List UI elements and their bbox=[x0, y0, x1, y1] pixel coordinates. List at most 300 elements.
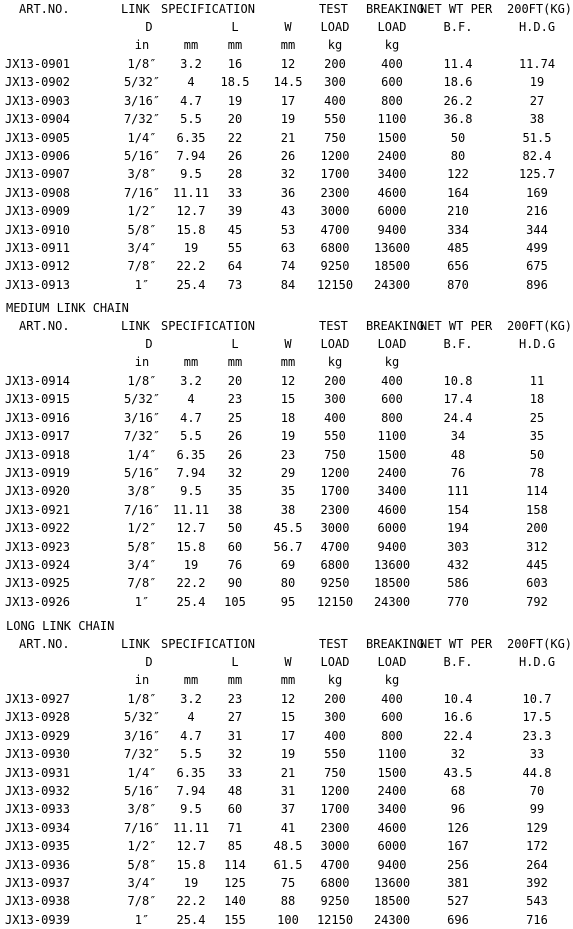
header-link: LINK bbox=[121, 637, 150, 651]
spec-l: 33 bbox=[227, 765, 243, 780]
link-size: 1/8″ bbox=[127, 692, 157, 706]
net-wt-bf: 10.8 bbox=[443, 374, 473, 388]
unit-kg1: kg bbox=[327, 38, 343, 52]
test-load: 400 bbox=[324, 410, 346, 425]
spec-l: 16 bbox=[227, 57, 243, 71]
header-netwt: NET WT PER bbox=[420, 319, 493, 333]
table-row bbox=[0, 556, 573, 574]
link-size: 3/4″ bbox=[127, 876, 157, 890]
header-per200: 200FT(KG) bbox=[507, 637, 573, 651]
net-wt-hdg: 25 bbox=[529, 410, 545, 425]
spec-d: 11.11 bbox=[172, 502, 210, 517]
header-breaking: BREAKING bbox=[366, 319, 424, 333]
net-wt-hdg: 344 bbox=[526, 222, 548, 237]
table-row bbox=[0, 165, 573, 183]
spec-d: 3.2 bbox=[180, 374, 202, 388]
header-test: TEST bbox=[319, 2, 348, 16]
breaking-load: 2400 bbox=[377, 149, 407, 163]
breaking-load: 600 bbox=[381, 392, 403, 407]
breaking-load: 9400 bbox=[377, 539, 407, 554]
unit-d: in bbox=[134, 355, 150, 369]
art-no: JX13-0912 bbox=[5, 259, 71, 274]
test-load: 1700 bbox=[320, 484, 350, 499]
spec-l: 45 bbox=[227, 222, 243, 237]
breaking-load: 600 bbox=[381, 75, 403, 90]
breaking-load: 1500 bbox=[377, 130, 407, 145]
spec-l: 90 bbox=[227, 576, 243, 591]
link-size: 5/16″ bbox=[123, 149, 161, 163]
link-size: 3/8″ bbox=[127, 802, 157, 817]
spec-l: 38 bbox=[227, 502, 243, 517]
spec-d: 5.5 bbox=[180, 747, 202, 762]
table-row bbox=[0, 202, 573, 220]
net-wt-bf: 126 bbox=[447, 820, 469, 835]
spec-d: 19 bbox=[183, 241, 199, 255]
spec-d: 7.94 bbox=[176, 149, 206, 163]
header-row-2 bbox=[0, 653, 573, 671]
spec-w: 69 bbox=[280, 558, 296, 572]
header-link: LINK bbox=[121, 2, 150, 16]
header-breaking: LOAD bbox=[377, 337, 407, 351]
net-wt-hdg: 11 bbox=[529, 374, 545, 388]
breaking-load: 800 bbox=[381, 728, 403, 743]
spec-d: 6.35 bbox=[176, 765, 206, 780]
spec-w: 31 bbox=[280, 784, 296, 798]
net-wt-hdg: 499 bbox=[526, 241, 548, 255]
art-no: JX13-0923 bbox=[5, 539, 71, 554]
table-row bbox=[0, 257, 573, 275]
spec-d: 25.4 bbox=[176, 594, 206, 609]
net-wt-hdg: 392 bbox=[526, 876, 548, 890]
art-no: JX13-0909 bbox=[5, 204, 71, 219]
spec-l: 76 bbox=[227, 558, 243, 572]
spec-w: 88 bbox=[280, 894, 296, 909]
breaking-load: 1100 bbox=[377, 747, 407, 762]
chain-section bbox=[0, 299, 573, 609]
spec-d: 11.11 bbox=[172, 185, 210, 200]
test-load: 550 bbox=[324, 747, 346, 762]
link-size: 1/4″ bbox=[127, 765, 157, 780]
spec-d: 9.5 bbox=[180, 802, 202, 817]
spec-l: 19 bbox=[227, 93, 243, 108]
table-row bbox=[0, 911, 573, 929]
test-load: 6800 bbox=[320, 241, 350, 255]
art-no: JX13-0910 bbox=[5, 222, 71, 237]
spec-l: 60 bbox=[227, 802, 243, 817]
net-wt-bf: 527 bbox=[447, 894, 469, 909]
spec-l: 85 bbox=[227, 839, 243, 854]
spec-w: 12 bbox=[280, 57, 296, 71]
test-load: 4700 bbox=[320, 222, 350, 237]
net-wt-hdg: 11.74 bbox=[518, 57, 556, 71]
header-spec: SPECIFICATION bbox=[161, 319, 255, 333]
breaking-load: 3400 bbox=[377, 484, 407, 499]
table-row bbox=[0, 276, 573, 294]
spec-l: 26 bbox=[227, 447, 243, 462]
link-size: 1″ bbox=[134, 912, 150, 927]
link-size: 1/4″ bbox=[127, 130, 157, 145]
net-wt-hdg: 603 bbox=[526, 576, 548, 591]
chain-section bbox=[0, 617, 573, 927]
unit-mm2: mm bbox=[227, 355, 243, 369]
table-row bbox=[0, 892, 573, 910]
net-wt-bf: 122 bbox=[447, 167, 469, 182]
chain-section bbox=[0, 0, 573, 300]
header-hdg: H.D.G bbox=[518, 655, 556, 669]
spec-l: 33 bbox=[227, 185, 243, 200]
test-load: 1200 bbox=[320, 149, 350, 163]
table-row bbox=[0, 837, 573, 855]
unit-mm2: mm bbox=[227, 673, 243, 687]
test-load: 4700 bbox=[320, 857, 350, 872]
table-row bbox=[0, 427, 573, 445]
art-no: JX13-0933 bbox=[5, 802, 71, 817]
test-load: 200 bbox=[324, 692, 346, 706]
spec-w: 53 bbox=[280, 222, 296, 237]
art-no: JX13-0908 bbox=[5, 185, 71, 200]
header-breaking: LOAD bbox=[377, 655, 407, 669]
test-load: 400 bbox=[324, 728, 346, 743]
link-size: 5/32″ bbox=[123, 392, 161, 407]
net-wt-bf: 24.4 bbox=[443, 410, 473, 425]
table-row bbox=[0, 782, 573, 800]
test-load: 300 bbox=[324, 710, 346, 725]
art-no: JX13-0939 bbox=[5, 912, 71, 927]
test-load: 9250 bbox=[320, 259, 350, 274]
test-load: 750 bbox=[324, 130, 346, 145]
net-wt-hdg: 38 bbox=[529, 112, 545, 127]
net-wt-bf: 34 bbox=[450, 429, 466, 444]
breaking-load: 13600 bbox=[373, 558, 411, 572]
spec-l: 23 bbox=[227, 692, 243, 706]
header-d: D bbox=[145, 655, 153, 669]
spec-w: 41 bbox=[280, 820, 296, 835]
net-wt-bf: 432 bbox=[447, 558, 469, 572]
header-netwt: NET WT PER bbox=[420, 2, 493, 16]
header-bf: B.F. bbox=[443, 20, 473, 34]
header-hdg: H.D.G bbox=[518, 20, 556, 34]
spec-w: 12 bbox=[280, 374, 296, 388]
table-row bbox=[0, 874, 573, 892]
spec-d: 22.2 bbox=[176, 576, 206, 591]
link-size: 5/8″ bbox=[127, 539, 157, 554]
spec-l: 32 bbox=[227, 747, 243, 762]
art-no: JX13-0905 bbox=[5, 130, 71, 145]
table-row bbox=[0, 184, 573, 202]
net-wt-hdg: 312 bbox=[526, 539, 548, 554]
table-row bbox=[0, 390, 573, 408]
net-wt-bf: 18.6 bbox=[443, 75, 473, 90]
header-spec: SPECIFICATION bbox=[161, 2, 255, 16]
breaking-load: 24300 bbox=[373, 277, 411, 292]
spec-w: 37 bbox=[280, 802, 296, 817]
net-wt-bf: 16.6 bbox=[443, 710, 473, 725]
spec-l: 22 bbox=[227, 130, 243, 145]
breaking-load: 400 bbox=[381, 57, 403, 71]
unit-kg1: kg bbox=[327, 355, 343, 369]
header-art: ART.NO. bbox=[19, 319, 70, 333]
test-load: 12150 bbox=[316, 912, 354, 927]
header-test: TEST bbox=[319, 319, 348, 333]
link-size: 3/8″ bbox=[127, 484, 157, 499]
spec-l: 140 bbox=[224, 894, 246, 909]
link-size: 1/2″ bbox=[127, 839, 157, 854]
table-row bbox=[0, 745, 573, 763]
header-w: W bbox=[284, 20, 292, 34]
breaking-load: 6000 bbox=[377, 521, 407, 536]
spec-w: 29 bbox=[280, 466, 296, 480]
spec-d: 4 bbox=[187, 710, 195, 725]
spec-w: 18 bbox=[280, 410, 296, 425]
net-wt-hdg: 70 bbox=[529, 784, 545, 798]
breaking-load: 2400 bbox=[377, 784, 407, 798]
spec-l: 64 bbox=[227, 259, 243, 274]
spec-w: 80 bbox=[280, 576, 296, 591]
table-row bbox=[0, 92, 573, 110]
spec-d: 6.35 bbox=[176, 447, 206, 462]
test-load: 3000 bbox=[320, 204, 350, 219]
spec-d: 5.5 bbox=[180, 429, 202, 444]
net-wt-hdg: 114 bbox=[526, 484, 548, 499]
header-d: D bbox=[145, 337, 153, 351]
net-wt-bf: 17.4 bbox=[443, 392, 473, 407]
spec-w: 74 bbox=[280, 259, 296, 274]
art-no: JX13-0920 bbox=[5, 484, 71, 499]
link-size: 3/16″ bbox=[123, 728, 161, 743]
net-wt-hdg: 33 bbox=[529, 747, 545, 762]
table-row bbox=[0, 538, 573, 556]
link-size: 7/32″ bbox=[123, 429, 161, 444]
net-wt-hdg: 78 bbox=[529, 466, 545, 480]
link-size: 7/32″ bbox=[123, 747, 161, 762]
breaking-load: 6000 bbox=[377, 204, 407, 219]
net-wt-bf: 164 bbox=[447, 185, 469, 200]
test-load: 1200 bbox=[320, 784, 350, 798]
spec-d: 4 bbox=[187, 392, 195, 407]
test-load: 1200 bbox=[320, 466, 350, 480]
header-art: ART.NO. bbox=[19, 2, 70, 16]
spec-w: 19 bbox=[280, 112, 296, 127]
unit-d: in bbox=[134, 38, 150, 52]
art-no: JX13-0927 bbox=[5, 692, 71, 706]
net-wt-hdg: 99 bbox=[529, 802, 545, 817]
net-wt-bf: 696 bbox=[447, 912, 469, 927]
art-no: JX13-0921 bbox=[5, 502, 71, 517]
unit-kg1: kg bbox=[327, 673, 343, 687]
link-size: 1/8″ bbox=[127, 374, 157, 388]
header-art: ART.NO. bbox=[19, 637, 70, 651]
test-load: 1700 bbox=[320, 167, 350, 182]
spec-l: 20 bbox=[227, 374, 243, 388]
spec-l: 155 bbox=[224, 912, 246, 927]
spec-l: 25 bbox=[227, 410, 243, 425]
art-no: JX13-0922 bbox=[5, 521, 71, 536]
net-wt-hdg: 27 bbox=[529, 93, 545, 108]
unit-mm3: mm bbox=[280, 38, 296, 52]
breaking-load: 3400 bbox=[377, 802, 407, 817]
test-load: 750 bbox=[324, 765, 346, 780]
art-no: JX13-0904 bbox=[5, 112, 71, 127]
table-row bbox=[0, 727, 573, 745]
spec-l: 31 bbox=[227, 728, 243, 743]
spec-d: 12.7 bbox=[176, 839, 206, 854]
spec-w: 14.5 bbox=[273, 75, 303, 90]
spec-w: 43 bbox=[280, 204, 296, 219]
spec-w: 12 bbox=[280, 692, 296, 706]
spec-d: 15.8 bbox=[176, 222, 206, 237]
link-size: 7/16″ bbox=[123, 820, 161, 835]
test-load: 3000 bbox=[320, 839, 350, 854]
table-row bbox=[0, 574, 573, 592]
art-no: JX13-0901 bbox=[5, 57, 71, 71]
link-size: 7/32″ bbox=[123, 112, 161, 127]
table-row bbox=[0, 501, 573, 519]
units-row bbox=[0, 671, 573, 689]
test-load: 9250 bbox=[320, 894, 350, 909]
test-load: 2300 bbox=[320, 820, 350, 835]
unit-kg2: kg bbox=[384, 673, 400, 687]
breaking-load: 9400 bbox=[377, 857, 407, 872]
unit-mm1: mm bbox=[183, 673, 199, 687]
spec-w: 19 bbox=[280, 429, 296, 444]
net-wt-bf: 32 bbox=[450, 747, 466, 762]
link-size: 3/16″ bbox=[123, 93, 161, 108]
art-no: JX13-0924 bbox=[5, 558, 71, 572]
table-row bbox=[0, 708, 573, 726]
net-wt-hdg: 35 bbox=[529, 429, 545, 444]
spec-w: 95 bbox=[280, 594, 296, 609]
header-test: TEST bbox=[319, 637, 348, 651]
spec-d: 6.35 bbox=[176, 130, 206, 145]
net-wt-hdg: 792 bbox=[526, 594, 548, 609]
breaking-load: 13600 bbox=[373, 241, 411, 255]
header-row-2 bbox=[0, 335, 573, 353]
spec-w: 32 bbox=[280, 167, 296, 182]
breaking-load: 1100 bbox=[377, 429, 407, 444]
link-size: 3/4″ bbox=[127, 241, 157, 255]
test-load: 12150 bbox=[316, 594, 354, 609]
net-wt-hdg: 169 bbox=[526, 185, 548, 200]
link-size: 5/16″ bbox=[123, 784, 161, 798]
spec-w: 17 bbox=[280, 728, 296, 743]
art-no: JX13-0934 bbox=[5, 820, 71, 835]
spec-l: 73 bbox=[227, 277, 243, 292]
link-size: 7/8″ bbox=[127, 576, 157, 591]
spec-l: 32 bbox=[227, 466, 243, 480]
breaking-load: 800 bbox=[381, 410, 403, 425]
table-row bbox=[0, 55, 573, 73]
table-row bbox=[0, 690, 573, 708]
link-size: 1/4″ bbox=[127, 447, 157, 462]
test-load: 750 bbox=[324, 447, 346, 462]
art-no: JX13-0936 bbox=[5, 857, 71, 872]
spec-d: 3.2 bbox=[180, 57, 202, 71]
art-no: JX13-0930 bbox=[5, 747, 71, 762]
link-size: 5/32″ bbox=[123, 75, 161, 90]
net-wt-hdg: 129 bbox=[526, 820, 548, 835]
header-d: D bbox=[145, 20, 153, 34]
breaking-load: 2400 bbox=[377, 466, 407, 480]
units-row bbox=[0, 353, 573, 371]
table-row bbox=[0, 593, 573, 611]
table-row bbox=[0, 110, 573, 128]
spec-l: 48 bbox=[227, 784, 243, 798]
net-wt-hdg: 23.3 bbox=[522, 728, 552, 743]
link-size: 7/16″ bbox=[123, 502, 161, 517]
art-no: JX13-0913 bbox=[5, 277, 71, 292]
header-bf: B.F. bbox=[443, 337, 473, 351]
table-row bbox=[0, 519, 573, 537]
test-load: 300 bbox=[324, 392, 346, 407]
art-no: JX13-0902 bbox=[5, 75, 71, 90]
net-wt-bf: 154 bbox=[447, 502, 469, 517]
unit-d: in bbox=[134, 673, 150, 687]
spec-w: 38 bbox=[280, 502, 296, 517]
spec-d: 19 bbox=[183, 876, 199, 890]
header-test: LOAD bbox=[320, 337, 350, 351]
test-load: 9250 bbox=[320, 576, 350, 591]
net-wt-bf: 50 bbox=[450, 130, 466, 145]
net-wt-bf: 656 bbox=[447, 259, 469, 274]
spec-d: 7.94 bbox=[176, 466, 206, 480]
spec-d: 5.5 bbox=[180, 112, 202, 127]
spec-w: 48.5 bbox=[273, 839, 303, 854]
breaking-load: 3400 bbox=[377, 167, 407, 182]
table-row bbox=[0, 129, 573, 147]
section-title: MEDIUM LINK CHAIN bbox=[6, 301, 129, 315]
breaking-load: 400 bbox=[381, 374, 403, 388]
spec-d: 25.4 bbox=[176, 277, 206, 292]
table-row bbox=[0, 819, 573, 837]
test-load: 3000 bbox=[320, 521, 350, 536]
table-row bbox=[0, 147, 573, 165]
breaking-load: 13600 bbox=[373, 876, 411, 890]
table-row bbox=[0, 800, 573, 818]
net-wt-hdg: 10.7 bbox=[522, 692, 552, 706]
table-row bbox=[0, 372, 573, 390]
breaking-load: 1500 bbox=[377, 765, 407, 780]
net-wt-hdg: 716 bbox=[526, 912, 548, 927]
spec-l: 55 bbox=[227, 241, 243, 255]
table-row bbox=[0, 73, 573, 91]
spec-l: 20 bbox=[227, 112, 243, 127]
unit-kg2: kg bbox=[384, 38, 400, 52]
header-w: W bbox=[284, 337, 292, 351]
test-load: 6800 bbox=[320, 876, 350, 890]
header-l: L bbox=[231, 337, 239, 351]
art-no: JX13-0906 bbox=[5, 149, 71, 163]
art-no: JX13-0918 bbox=[5, 447, 71, 462]
table-row bbox=[0, 856, 573, 874]
spec-d: 9.5 bbox=[180, 167, 202, 182]
spec-w: 63 bbox=[280, 241, 296, 255]
net-wt-hdg: 216 bbox=[526, 204, 548, 219]
net-wt-hdg: 125.7 bbox=[518, 167, 556, 182]
test-load: 200 bbox=[324, 57, 346, 71]
net-wt-bf: 334 bbox=[447, 222, 469, 237]
net-wt-hdg: 44.8 bbox=[522, 765, 552, 780]
spec-d: 9.5 bbox=[180, 484, 202, 499]
header-row-1 bbox=[0, 635, 573, 653]
spec-l: 71 bbox=[227, 820, 243, 835]
header-test: LOAD bbox=[320, 655, 350, 669]
breaking-load: 1500 bbox=[377, 447, 407, 462]
spec-w: 26 bbox=[280, 149, 296, 163]
breaking-load: 18500 bbox=[373, 259, 411, 274]
link-size: 5/8″ bbox=[127, 857, 157, 872]
art-no: JX13-0903 bbox=[5, 93, 71, 108]
spec-w: 45.5 bbox=[273, 521, 303, 536]
